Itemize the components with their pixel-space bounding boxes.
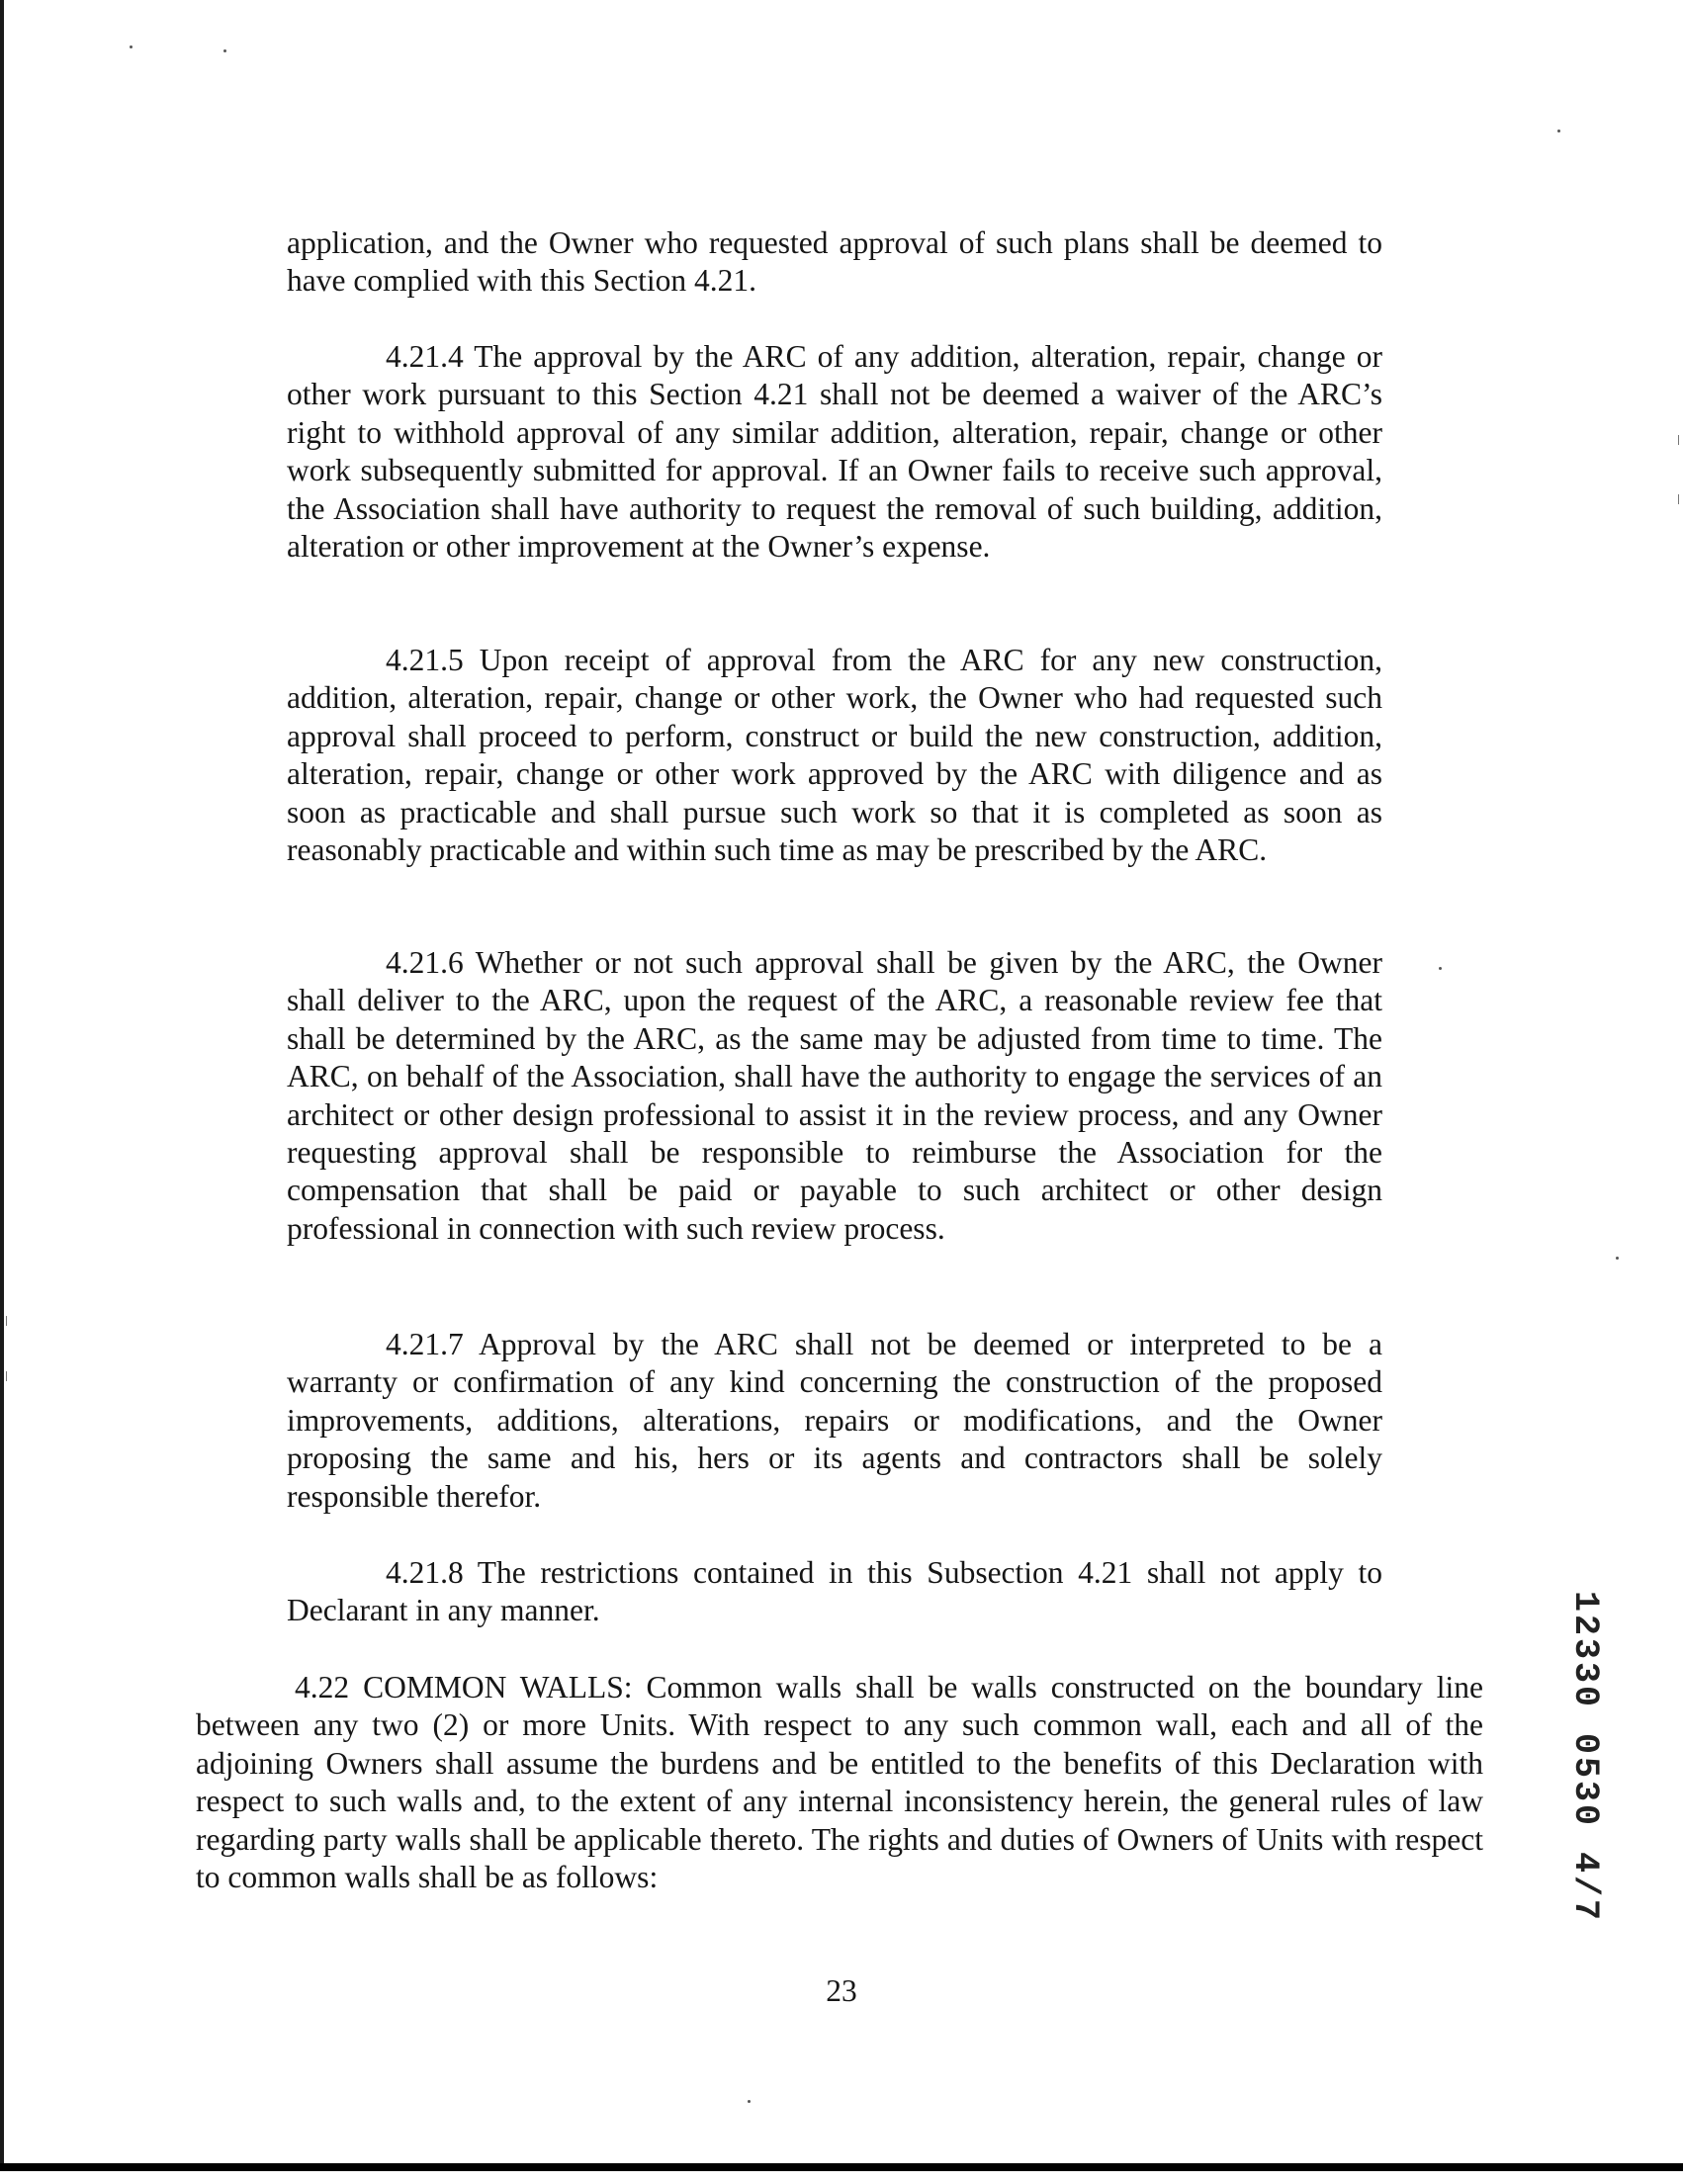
paragraph-4-22-common-walls: 4.22 COMMON WALLS: Common walls shall be walls constructed on the boundary line between any two (2) or more Units. With respect to any such common wall, each and all of the adjoining Owners shall assume the burdens and be entitled to the benefits of this Declaration with respect to such walls and, to the extent of any internal inconsistency herein, the general rules of law regarding party walls shall be applicable thereto. The rights and duties of Owners of Units with respect to common walls shall be as follows: xyxy=(196,1670,1483,1895)
paragraph-4-21-8: 4.21.8 The restrictions contained in this Subsection 4.21 shall not apply to Declarant in any manner. xyxy=(287,1555,1382,1628)
scan-speck xyxy=(1439,967,1442,970)
scan-edge-left xyxy=(0,0,4,2171)
scan-edge-bottom xyxy=(0,2163,1683,2171)
page-number: 23 xyxy=(826,1973,857,2008)
scan-mark xyxy=(6,1371,7,1381)
scan-mark xyxy=(1678,494,1679,504)
scan-speck xyxy=(1616,1257,1619,1260)
paragraph-4-21-5: 4.21.5 Upon receipt of approval from the ARC for any new construction, addition, alteration, repair, change or other work, the Owner who had requested such approval shall proceed to perform, construct or build the new construction, addition, alteration, repair, change or other work approved by the ARC with diligence and as soon as practicable and shall pursue such work so that it is completed as soon as reasonably practicable and within such time as may be prescribed by the ARC. xyxy=(287,643,1382,868)
paragraph-4-21-7: 4.21.7 Approval by the ARC shall not be deemed or interpreted to be a warranty or confirmation of any kind concerning the construction of the proposed improvements, additions, alterations, repairs or modifications, and the Owner proposing the same and his, hers or its agents and contractors shall be solely responsible therefor. xyxy=(287,1327,1382,1514)
scan-speck xyxy=(130,45,133,48)
paragraph-4-21-6: 4.21.6 Whether or not such approval shall be given by the ARC, the Owner shall deliver to the ARC, upon the request of the ARC, a reasonable review fee that shall be determined by the ARC, as the same may be adjusted from time to time. The ARC, on behalf of the Association, shall have the authority to engage the services of an architect or other design professional to assist it in the review process, and any Owner requesting approval shall be responsible to reimburse the Association for the compensation that shall be paid or payable to such architect or other design professional in connection with such review process. xyxy=(287,945,1382,1246)
paragraph-intro: application, and the Owner who requested approval of such plans shall be deemed to have complied with this Section 4.21. xyxy=(287,225,1382,299)
scan-mark xyxy=(1678,435,1679,445)
recording-stamp: 12330 0530 4/7 xyxy=(1565,1591,1605,1924)
scan-speck xyxy=(748,2100,751,2103)
scan-speck xyxy=(1557,130,1560,132)
paragraph-4-21-4: 4.21.4 The approval by the ARC of any addition, alteration, repair, change or other work pursuant to this Section 4.21 shall not be deemed a waiver of the ARC’s right to withhold approval of any similar addition, alteration, repair, change or other work subsequently submitted for approval. If an Owner fails to receive such approval, the Association shall have authority to request the removal of such building, addition, alteration or other improvement at the Owner’s expense. xyxy=(287,339,1382,565)
scan-speck xyxy=(223,49,226,52)
scan-mark xyxy=(6,1316,7,1326)
